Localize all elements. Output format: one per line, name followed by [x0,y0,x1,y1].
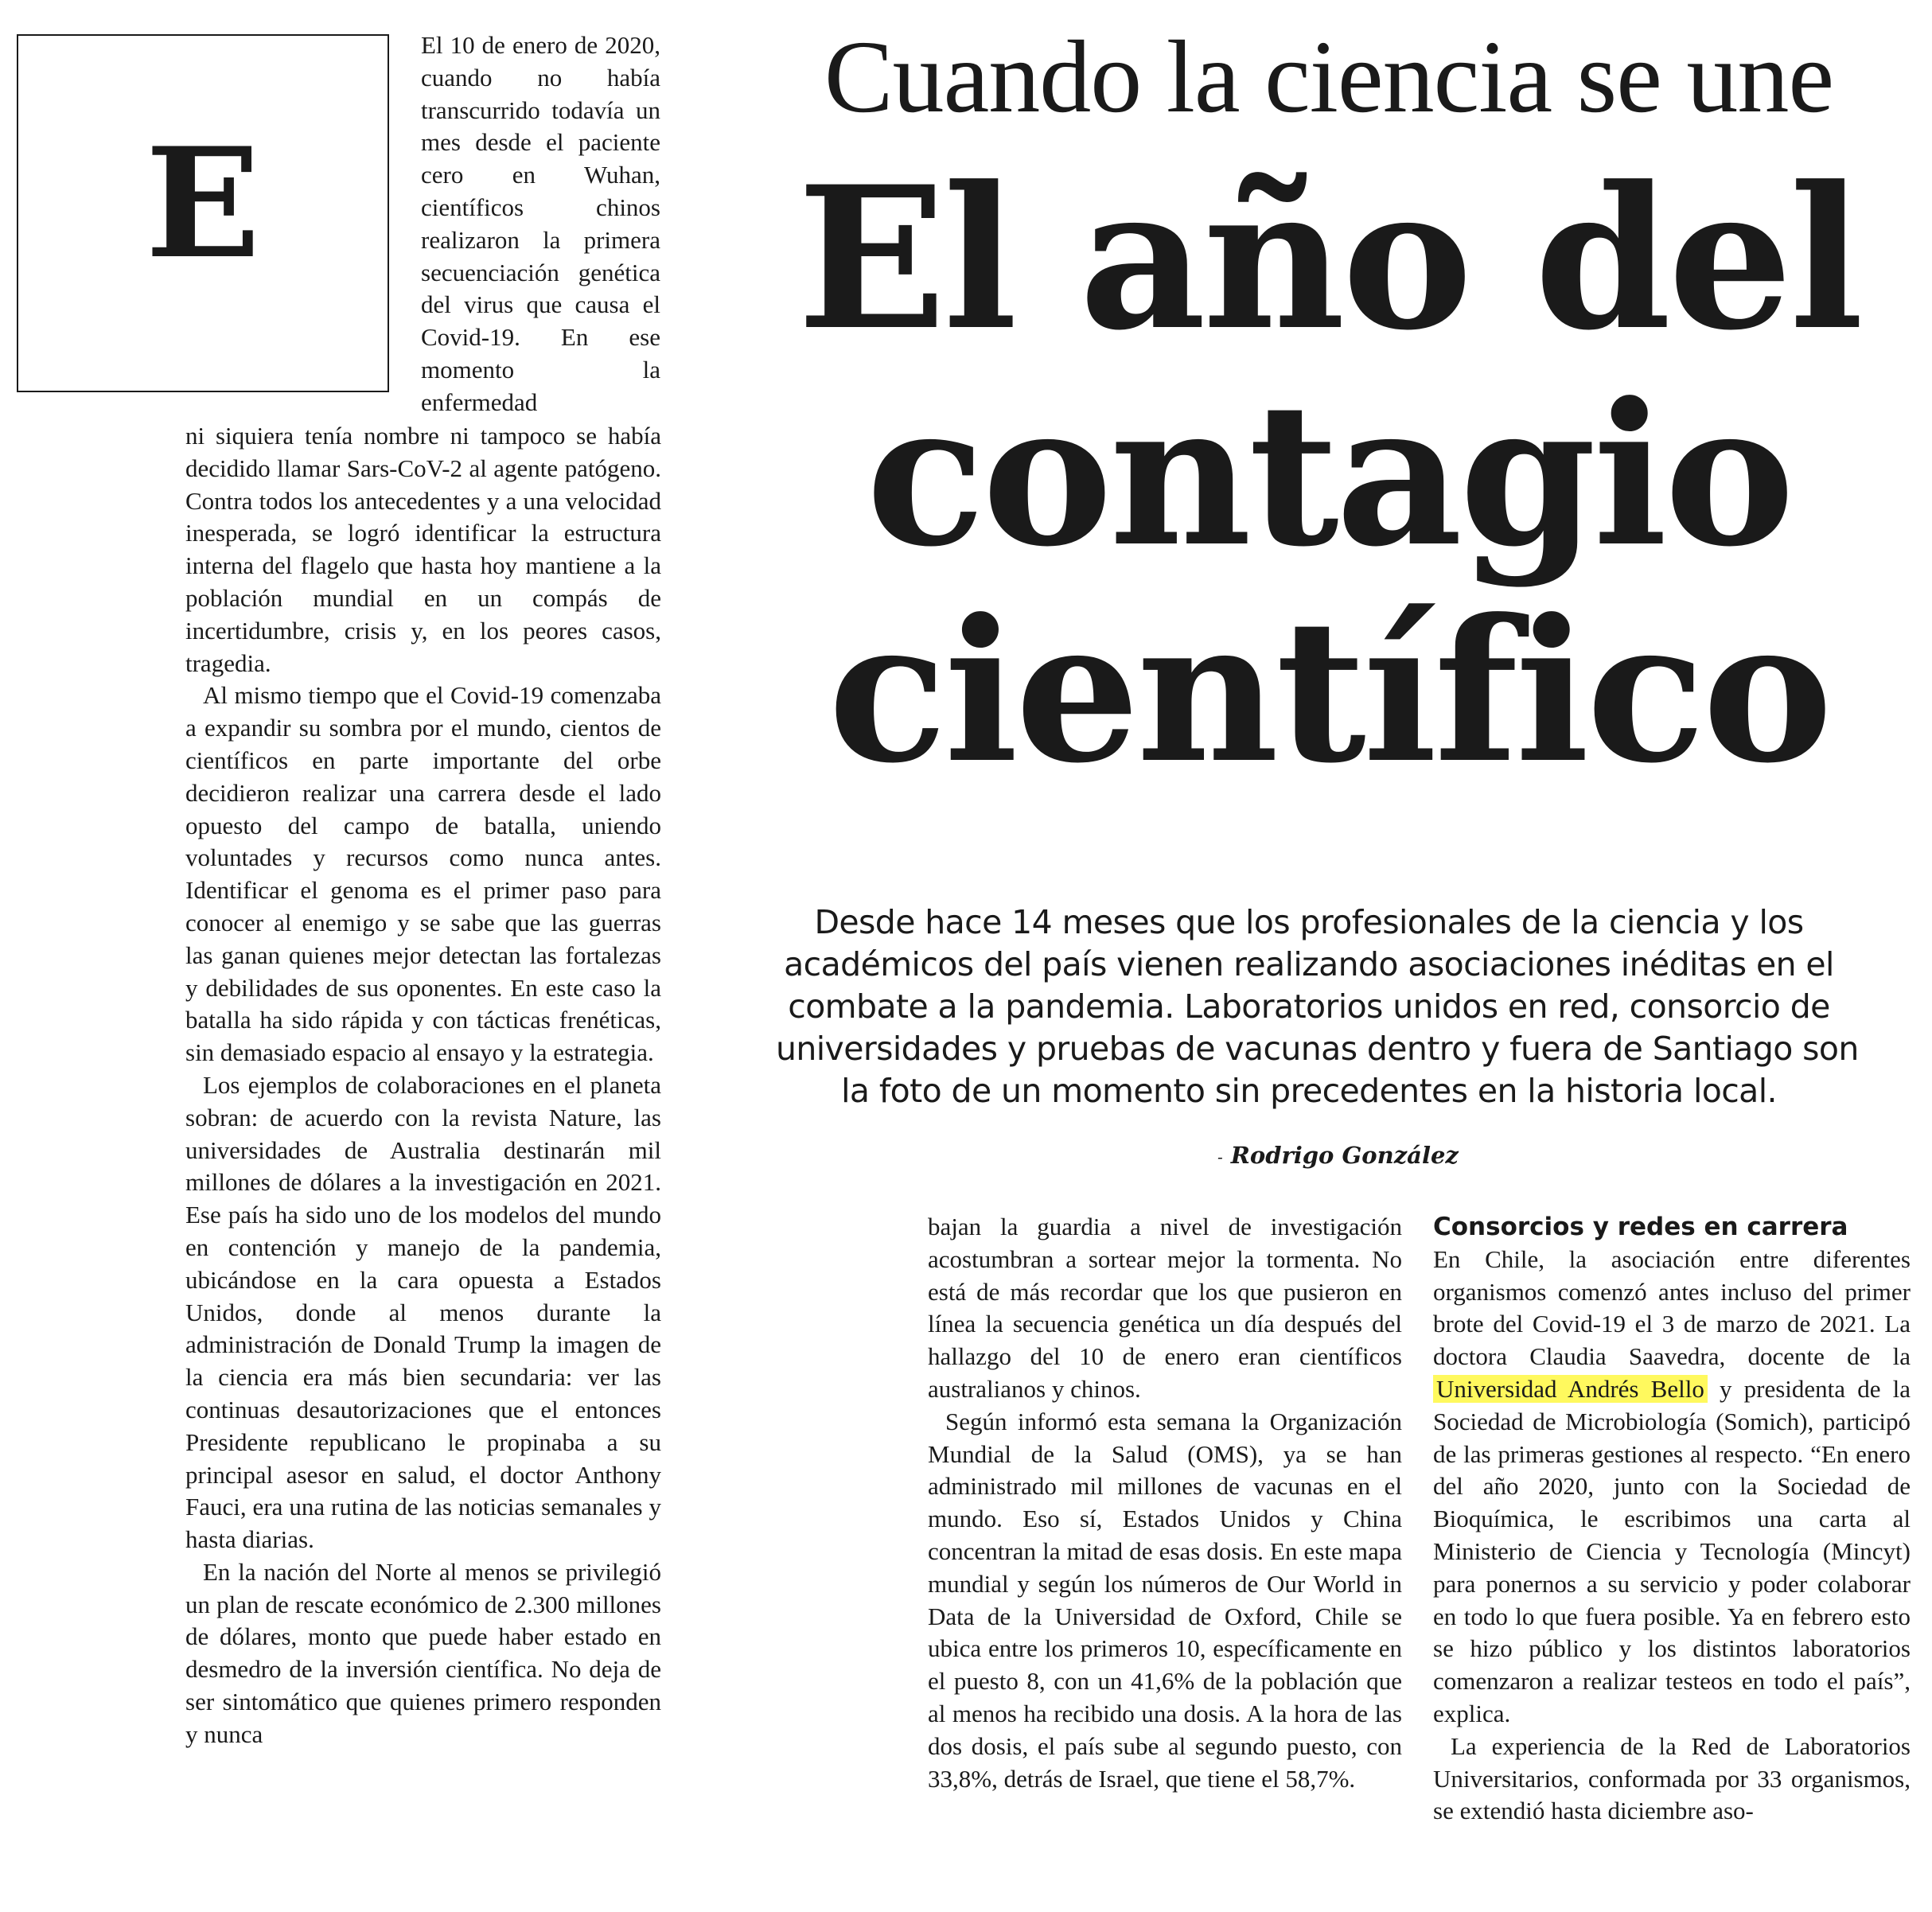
lede-line-1: Desde hace 14 meses que los profesionales de la ciencia y los [814,903,1804,941]
lede [776,901,1859,1112]
paragraph-6: Según informó esta semana la Organización Mundial de la Salud (OMS), ya se han administrado mil millones de vacunas en el mundo. Eso sí, Estados Unidos y China concentran la mitad de esas dosis. En este mapa mundial y según los números de Our World in Data de la Universidad de Oxford, Chile se ubica entre los primeros 10, específicamente en el puesto 8, con un 41,6% de la población que al menos ha recibido una dosis. A la hora de las dos dosis, el país sube al segundo puesto, con 33,8%, detrás de Israel, que tiene el 58,7%. [928,1407,1402,1793]
paragraph-intro-start: El 10 de enero de 2020, cuando no había transcurrido todavía un mes desde el paciente cero en Wuhan, científicos chinos realizaron la primera secuenciación genética del virus que causa el Covid-19. En ese momento la enfermedad [421,31,660,416]
kicker: Cuando la ciencia se une [824,20,1834,134]
lede-line-5: la foto de un momento sin precedentes en la historia local. [841,1072,1777,1110]
paragraph-2: Al mismo tiempo que el Covid-19 comenzaba a expandir su sombra por el mundo, cientos de científicos en parte importante del orbe decidieron realizar una carrera desde el lado opuesto del campo de batalla, uniendo voluntades y recursos como nunca antes. Identificar el genoma es el primer paso para conocer al enemigo y se sabe que las guerras las ganan quienes mejor detectan las fortalezas y debilidades de sus oponentes. En este caso la batalla ha sido rápida y con tácticas frenéticas, sin demasiado espacio al ensayo y la estrategia. [185,681,661,1067]
paragraph-5: bajan la guardia a nivel de investigación acostumbran a sortear mejor la tormenta. No está de más recordar que los que pusieron en línea la secuencia genética un día después del hallazgo del 10 de enero eran científicos australianos y chinos. [928,1213,1402,1403]
highlighted-university: Universidad Andrés Bello [1433,1375,1708,1403]
paragraph-3: Los ejemplos de colaboraciones en el planeta sobran: de acuerdo con la revista Nature, las universidades de Australia destinarán mil millones de dólares a la investigación en 2021. Ese país ha sido uno de los modelos del mundo en contención y manejo de la pandemia, ubicándose en la cara opuesta a Estados Unidos, donde al menos durante la administración de Donald Trump la imagen de la ciencia era más bien secundaria: ver las continuas desautorizaciones que el entonces Presidente republicano le propinaba a su principal asesor en salud, el doctor Anthony Fauci, era una rutina de las noticias semanales y hasta diarias. [185,1070,661,1554]
column-2 [928,1211,1402,1795]
section-subhead: Consorcios y redes en carrera [1433,1213,1848,1241]
headline-line-2: contagio [866,360,1792,590]
paragraph-intro-rest: ni siquiera tenía nombre ni tampoco se había decidido llamar Sars-CoV-2 al agente patógeno. Contra todos los antecedentes y a una velocidad inesperada, se logró identificar la estructura interna del flagelo que hasta hoy mantiene a la población mundial en un compás de incertidumbre, crisis y, en los peores casos, tragedia. [185,422,661,677]
drop-cap-letter: E [145,115,261,292]
byline-author: Rodrigo González [1230,1142,1459,1169]
lede-line-4: universidades y pruebas de vacunas dentro y fuera de Santiago son [776,1030,1859,1068]
paragraph-4: En la nación del Norte al menos se privilegió un plan de rescate económico de 2.300 millones de dólares, monto que puede haber estado en desmedro de la inversión científica. No deja de ser sintomático que quienes primero responden y nunca [185,1557,661,1748]
column-1 [185,420,661,1751]
paragraph-8: La experiencia de la Red de Laboratorios Universitarios, conformada por 33 organismos, se extendió hasta diciembre aso- [1433,1731,1911,1825]
byline [1217,1139,1459,1173]
headline-line-3: científico [828,577,1830,807]
paragraph-7 [1433,1244,1911,1731]
paragraph-7-end: y presidenta de la Sociedad de Microbiología (Somich), participó de las primeras gestiones al respecto. “En enero del año 2020, junto con la Sociedad de Bioquímica, le escribimos una carta al Ministerio de Ciencia y Tecnología (Mincyt) para ponernos a su servicio y poder colaborar en todo lo que fuera posible. Ya en febrero esto se hizo público y los distintos laboratorios comenzaron a realizar testeos en todo el país”, explica. [1433,1374,1911,1727]
paragraph-7-start: En Chile, la asociación entre diferentes organismos comenzó antes incluso del primer brote del Covid-19 el 3 de marzo de 2021. La doctora Claudia Saavedra, docente de la [1433,1244,1911,1371]
byline-dash: - [1217,1147,1223,1166]
column-3 [1433,1211,1911,1828]
lede-line-2: académicos del país vienen realizando asociaciones inéditas en el [784,945,1834,983]
headline-line-1: El año del [797,144,1861,374]
column-1-intro [421,29,660,419]
drop-cap-box [17,34,389,392]
lede-line-3: combate a la pandemia. Laboratorios unidos en red, consorcio de [788,987,1830,1026]
headline [796,144,1862,807]
